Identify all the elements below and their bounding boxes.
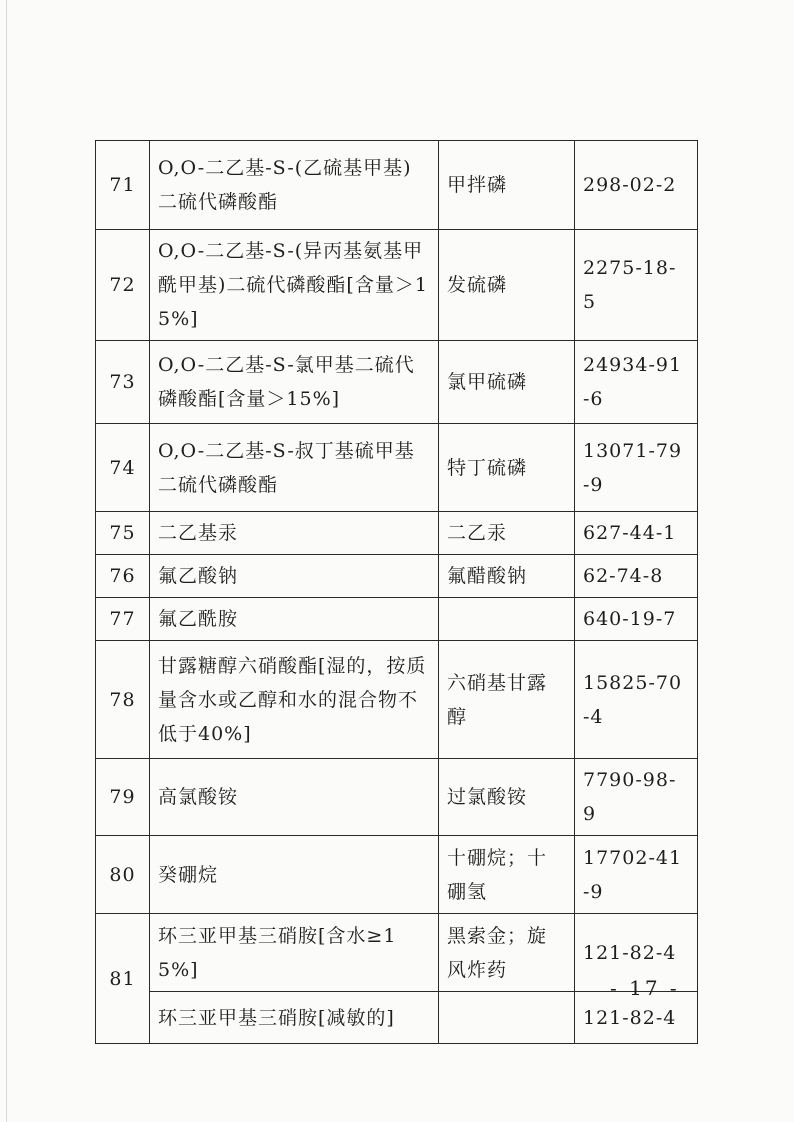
- chemical-name: O,O-二乙基-S-(乙硫基甲基)二硫代磷酸酯: [150, 141, 439, 230]
- row-number: 79: [96, 759, 150, 836]
- chemical-name: 二乙基汞: [150, 512, 439, 555]
- table-row: [96, 836, 698, 914]
- cas-number: 121-82-4: [575, 914, 698, 992]
- chemical-alias: 甲拌磷: [439, 141, 575, 230]
- chemical-alias: [439, 598, 575, 641]
- chemical-name: O,O-二乙基-S-叔丁基硫甲基二硫代磷酸酯: [150, 424, 439, 512]
- cas-number: 121-82-4: [575, 992, 698, 1044]
- row-number: 73: [96, 341, 150, 424]
- row-number: 81: [96, 914, 150, 1044]
- table-row: [96, 141, 698, 230]
- cas-number: 24934-91-6: [575, 341, 698, 424]
- cas-number: 17702-41-9: [575, 836, 698, 914]
- cas-number: 298-02-2: [575, 141, 698, 230]
- row-number: 74: [96, 424, 150, 512]
- table-row: [96, 759, 698, 836]
- chemical-alias: 氯甲硫磷: [439, 341, 575, 424]
- chemical-alias: 二乙汞: [439, 512, 575, 555]
- cas-number: 15825-70-4: [575, 641, 698, 759]
- row-number: 80: [96, 836, 150, 914]
- table-row: [96, 598, 698, 641]
- table-row: [96, 512, 698, 555]
- page-edge: [6, 0, 7, 1122]
- chemical-name: O,O-二乙基-S-氯甲基二硫代磷酸酯[含量＞15%]: [150, 341, 439, 424]
- cas-number: 2275-18-5: [575, 230, 698, 341]
- table-row: [96, 555, 698, 598]
- chemical-alias: 特丁硫磷: [439, 424, 575, 512]
- chemical-alias: 黑索金；旋风炸药: [439, 914, 575, 992]
- table-row: [96, 424, 698, 512]
- chemical-alias: 十硼烷；十硼氢: [439, 836, 575, 914]
- chemical-name: 环三亚甲基三硝胺[减敏的]: [150, 992, 439, 1044]
- row-number: 71: [96, 141, 150, 230]
- chemical-name: 甘露糖醇六硝酸酯[湿的，按质量含水或乙醇和水的混合物不低于40%]: [150, 641, 439, 759]
- cas-number: 627-44-1: [575, 512, 698, 555]
- table-row: [96, 230, 698, 341]
- chemical-name: 氟乙酰胺: [150, 598, 439, 641]
- chemical-name: O,O-二乙基-S-(异丙基氨基甲酰甲基)二硫代磷酸酯[含量＞15%]: [150, 230, 439, 341]
- row-number: 77: [96, 598, 150, 641]
- table-row: [96, 341, 698, 424]
- chemical-name: 高氯酸铵: [150, 759, 439, 836]
- table-row: [96, 914, 698, 992]
- row-number: 78: [96, 641, 150, 759]
- cas-number: 7790-98-9: [575, 759, 698, 836]
- cas-number: 13071-79-9: [575, 424, 698, 512]
- row-number: 72: [96, 230, 150, 341]
- chemical-name: 氟乙酸钠: [150, 555, 439, 598]
- chemical-alias: 六硝基甘露醇: [439, 641, 575, 759]
- chemicals-table: [95, 140, 698, 1044]
- table-row: [96, 992, 698, 1044]
- cas-number: 640-19-7: [575, 598, 698, 641]
- chemical-alias: 氟醋酸钠: [439, 555, 575, 598]
- chemical-name: 环三亚甲基三硝胺[含水≥15%]: [150, 914, 439, 992]
- cas-number: 62-74-8: [575, 555, 698, 598]
- chemical-alias: 发硫磷: [439, 230, 575, 341]
- page-number: - 17 -: [610, 976, 680, 1000]
- table-row: [96, 641, 698, 759]
- chemical-name: 癸硼烷: [150, 836, 439, 914]
- chemical-alias: [439, 992, 575, 1044]
- row-number: 75: [96, 512, 150, 555]
- chemical-alias: 过氯酸铵: [439, 759, 575, 836]
- row-number: 76: [96, 555, 150, 598]
